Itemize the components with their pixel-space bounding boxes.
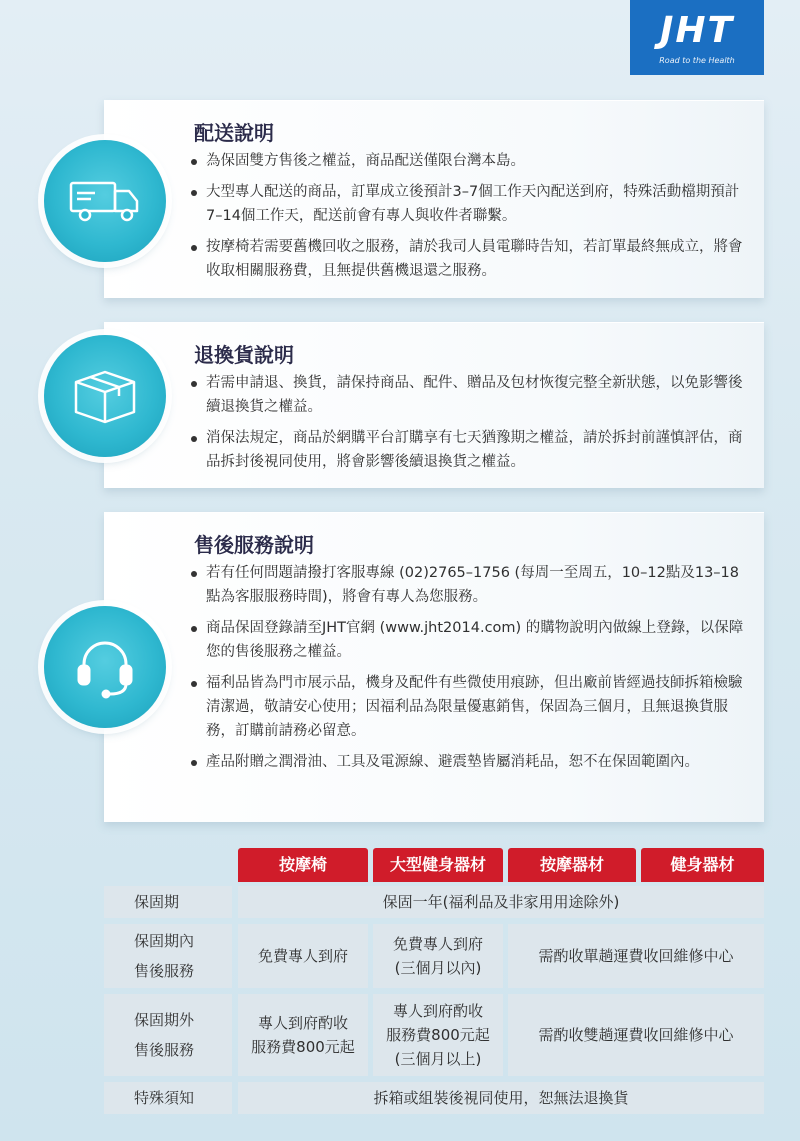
returns-title: 退換貨說明 [194, 343, 294, 367]
shipping-panel [104, 100, 764, 298]
out-warranty-other: 需酌收雙趟運費收回維修中心 [508, 994, 764, 1076]
service-list [190, 561, 744, 781]
box-icon [44, 335, 166, 457]
list-item: 消保法規定，商品於網購平台訂購享有七天猶豫期之權益，請於拆封前謹慎評估，商品拆封後視同使用，將會影響後續退換貨之權益。 [190, 426, 744, 474]
out-warranty-label: 保固期外 售後服務 [104, 994, 232, 1076]
notice-label: 特殊須知 [104, 1082, 232, 1114]
column-header-fitness-equipment: 健身器材 [641, 848, 764, 882]
list-item: 按摩椅若需要舊機回收之服務，請於我司人員電聯時告知，若訂單最終無成立，將會收取相關服務費，且無提供舊機退還之服務。 [190, 235, 744, 283]
service-title: 售後服務說明 [194, 533, 314, 557]
brand-slogan: Road to the Health [659, 56, 735, 65]
brand-logo [630, 0, 764, 75]
returns-list [190, 371, 744, 481]
column-header-massage-chair: 按摩椅 [238, 848, 368, 882]
shipping-list [190, 149, 744, 290]
warranty-label: 保固期 [104, 886, 232, 918]
list-item: 福利品皆為門市展示品，機身及配件有些微使用痕跡，但出廠前皆經過技師拆箱檢驗清潔過，敬請安心使用；因福利品為限量優惠銷售，保固為三個月，且無退換貨服務，訂購前請務必留意。 [190, 671, 744, 743]
in-warranty-other: 需酌收單趟運費收回維修中心 [508, 924, 764, 988]
column-header-large-fitness: 大型健身器材 [373, 848, 503, 882]
in-warranty-label: 保固期內 售後服務 [104, 924, 232, 988]
returns-panel [104, 322, 764, 488]
warranty-value: 保固一年(福利品及非家用用途除外) [238, 886, 764, 918]
list-item: 若需申請退、換貨，請保持商品、配件、贈品及包材恢復完整全新狀態，以免影響後續退換貨之權益。 [190, 371, 744, 419]
headset-icon [44, 606, 166, 728]
list-item: 為保固雙方售後之權益，商品配送僅限台灣本島。 [190, 149, 744, 173]
truck-icon [44, 140, 166, 262]
service-panel [104, 512, 764, 822]
out-warranty-large: 專人到府酌收 服務費800元起 (三個月以上) [373, 994, 503, 1076]
list-item: 商品保固登錄請至JHT官網 (www.jht2014.com) 的購物說明內做線上登錄，以保障您的售後服務之權益。 [190, 616, 744, 664]
list-item: 產品附贈之潤滑油、工具及電源線、避震墊皆屬消耗品，恕不在保固範圍內。 [190, 750, 744, 774]
list-item: 若有任何問題請撥打客服專線 (02)2765–1756 (每周一至周五，10–12點及13–18點為客服服務時間)，將會有專人為您服務。 [190, 561, 744, 609]
column-header-massage-equipment: 按摩器材 [508, 848, 636, 882]
in-warranty-chair: 免費專人到府 [238, 924, 368, 988]
in-warranty-large: 免費專人到府 (三個月以內) [373, 924, 503, 988]
out-warranty-chair: 專人到府酌收 服務費800元起 [238, 994, 368, 1076]
notice-value: 拆箱或組裝後視同使用，恕無法退換貨 [238, 1082, 764, 1114]
shipping-title: 配送說明 [194, 121, 274, 145]
list-item: 大型專人配送的商品，訂單成立後預計3–7個工作天內配送到府，特殊活動檔期預計7–14個工作天，配送前會有專人與收件者聯繫。 [190, 180, 744, 228]
brand-name: JHT [659, 10, 735, 51]
